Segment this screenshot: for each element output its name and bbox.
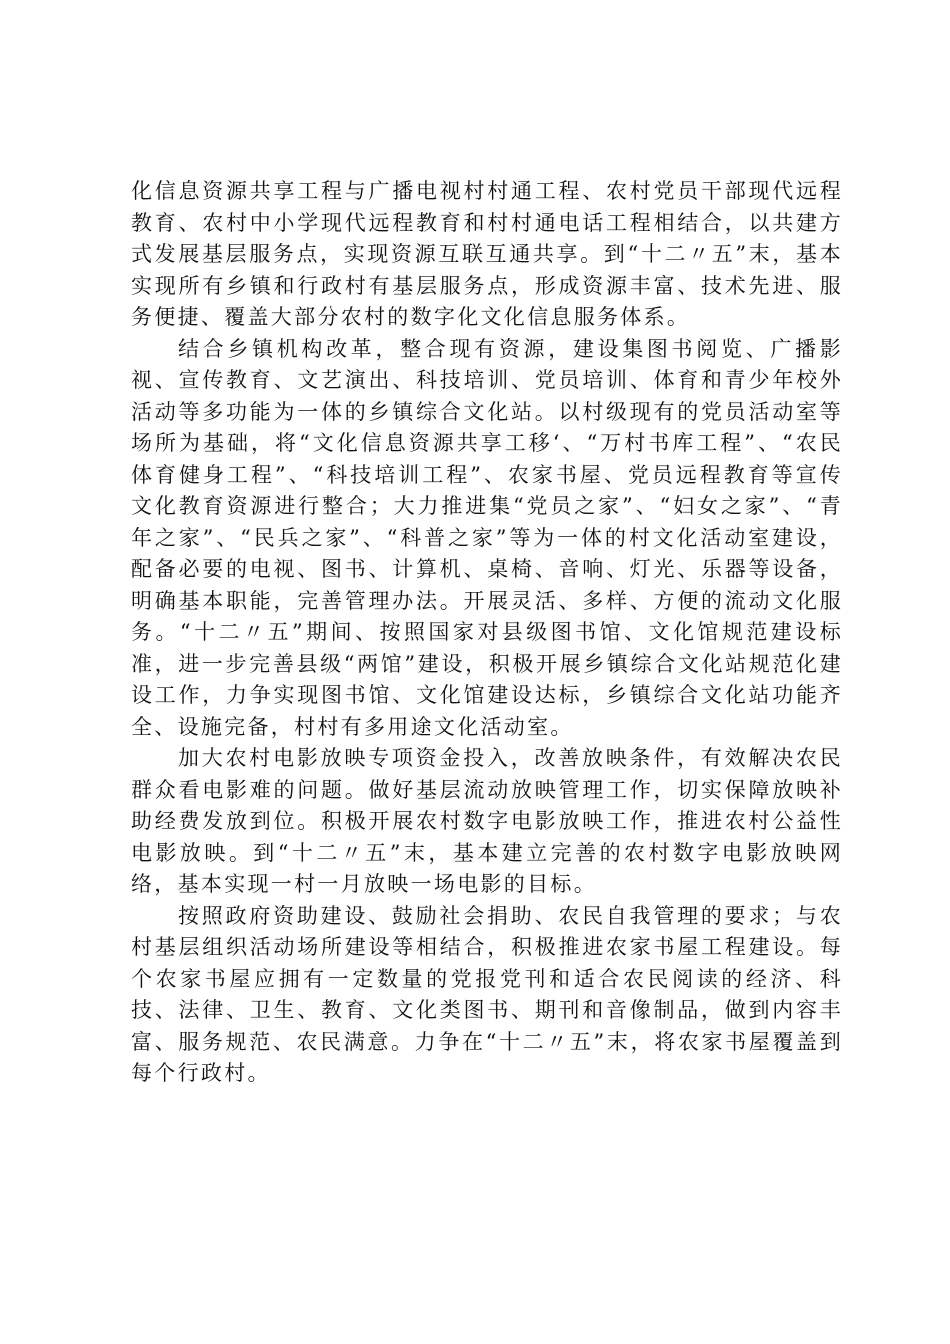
paragraph-3: 加大农村电影放映专项资金投入，改善放映条件，有效解决农民群众看电影难的问题。做好基层流动放映管理工作，切实保障放映补助经费发放到位。积极开展农村数字电影放映工作，推进农村公益性电影放映。到“十二〃五”末，基本建立完善的农村数字电影放映网络，基本实现一村一月放映一场电影的目标。: [131, 746, 843, 896]
paragraph-4: 按照政府资助建设、鼓励社会捐助、农民自我管理的要求；与农村基层组织活动场所建设等相结合，积极推进农家书屋工程建设。每个农家书屋应拥有一定数量的党报党刊和适合农民阅读的经济、科技、法律、卫生、教育、文化类图书、期刊和音像制品，做到内容丰富、服务规范、农民满意。力争在“十二〃五”末，将农家书屋覆盖到每个行政村。: [131, 903, 843, 1085]
document-body: [131, 176, 843, 1090]
paragraph-2: 结合乡镇机构改革，整合现有资源，建设集图书阅览、广播影视、宣传教育、文艺演出、科技培训、党员培训、体育和青少年校外活动等多功能为一体的乡镇综合文化站。以村级现有的党员活动室等场所为基础，将“文化信息资源共享工移‘、“万村书库工程”、“农民体育健身工程”、“科技培训工程”、农家书屋、党员远程教育等宣传文化教育资源进行整合；大力推进集“党员之家”、“妇女之家”、“青年之家”、“民兵之家”、“科普之家”等为一体的村文化活动室建设，配备必要的电视、图书、计算机、桌椅、音响、灯光、乐器等设备，明确基本职能，完善管理办法。开展灵活、多样、方便的流动文化服务。“十二〃五”期间、按照国家对县级图书馆、文化馆规范建设标准，进一步完善县级“两馆”建设，积极开展乡镇综合文化站规范化建设工作，力争实现图书馆、文化馆建设达标，乡镇综合文化站功能齐全、设施完备，村村有多用途文化活动室。: [131, 336, 843, 739]
paragraph-1: 化信息资源共享工程与广播电视村村通工程、农村党员干部现代远程教育、农村中小学现代远程教育和村村通电话工程相结合，以共建方式发展基层服务点，实现资源互联互通共享。到“十二〃五”末，基本实现所有乡镇和行政村有基层服务点，形成资源丰富、技术先进、服务便捷、覆盖大部分农村的数字化文化信息服务体系。: [131, 179, 843, 329]
